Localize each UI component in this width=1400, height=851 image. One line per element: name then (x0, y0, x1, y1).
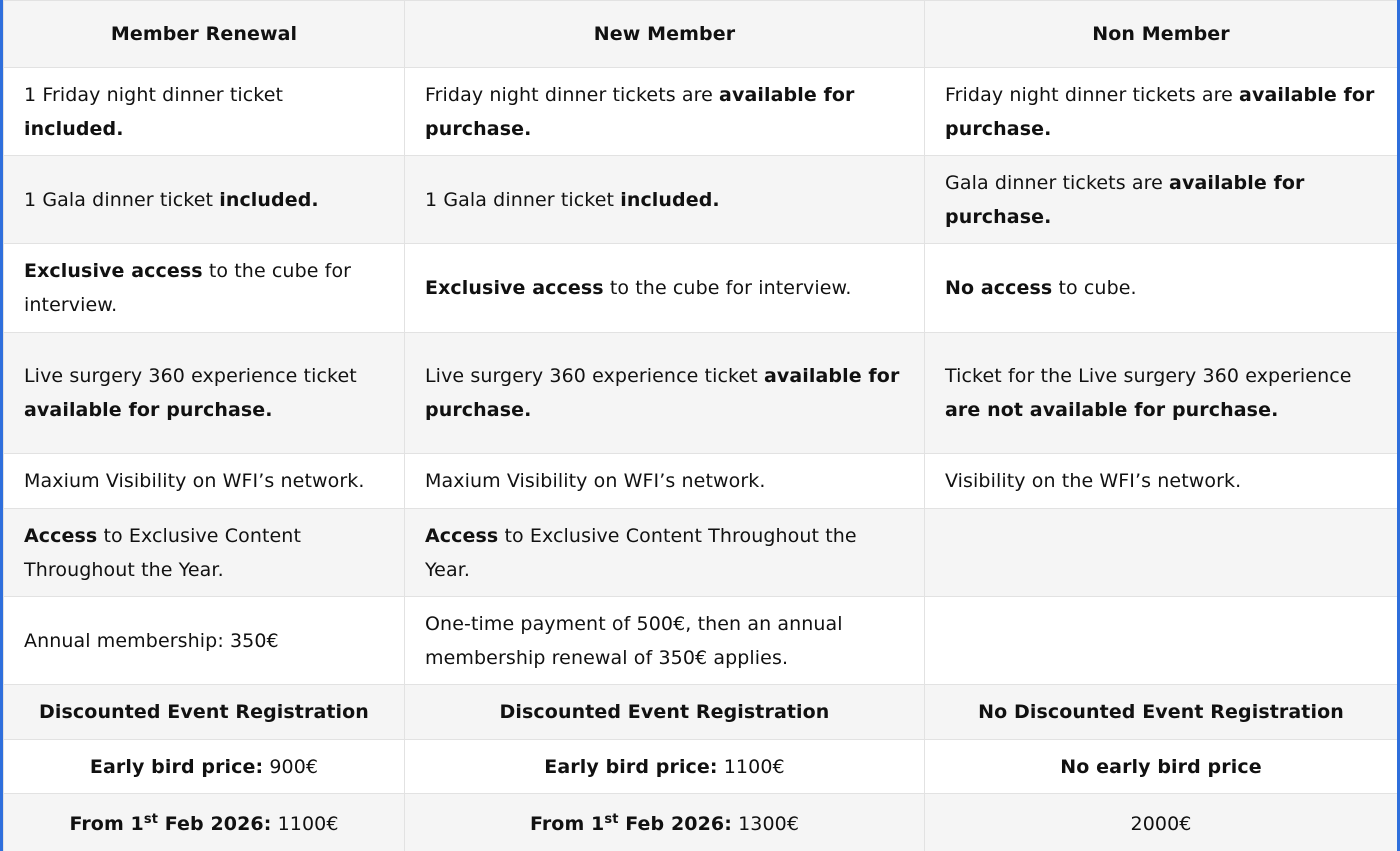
table-row (4, 597, 1398, 685)
from-date-cell: 2000€ (925, 794, 1398, 851)
header-row (4, 1, 1398, 68)
table-row (4, 156, 1398, 244)
table-cell: Annual membership: 350€ (4, 597, 405, 685)
table-cell: Access to Exclusive Content Throughout the Year. (405, 509, 925, 597)
table-cell: Maxium Visibility on WFI’s network. (405, 454, 925, 509)
registration-cell: Discounted Event Registration (4, 685, 405, 740)
table-cell: Friday night dinner tickets are available for purchase. (925, 68, 1398, 156)
table-cell: Gala dinner tickets are available for purchase. (925, 156, 1398, 244)
registration-cell: Discounted Event Registration (405, 685, 925, 740)
table-row (4, 509, 1398, 597)
header-member-renewal: Member Renewal (4, 1, 405, 68)
table-cell: 1 Gala dinner ticket included. (4, 156, 405, 244)
table-cell-empty (925, 509, 1398, 597)
header-new-member: New Member (405, 1, 925, 68)
early-bird-row (4, 740, 1398, 794)
early-bird-cell: Early bird price: 1100€ (405, 740, 925, 794)
early-bird-cell: No early bird price (925, 740, 1398, 794)
membership-comparison-table (3, 0, 1398, 851)
table-cell: Exclusive access to the cube for interview. (4, 244, 405, 333)
table-cell: Ticket for the Live surgery 360 experience are not available for purchase. (925, 333, 1398, 454)
table-cell: 1 Friday night dinner ticket included. (4, 68, 405, 156)
table-cell: Visibility on the WFI’s network. (925, 454, 1398, 509)
table-cell: Exclusive access to the cube for interview. (405, 244, 925, 333)
registration-row (4, 685, 1398, 740)
table-cell-empty (925, 597, 1398, 685)
table-row (4, 244, 1398, 333)
table-row (4, 333, 1398, 454)
registration-cell: No Discounted Event Registration (925, 685, 1398, 740)
table-cell: Maxium Visibility on WFI’s network. (4, 454, 405, 509)
from-date-cell: From 1st Feb 2026: 1100€ (4, 794, 405, 851)
table-cell: Live surgery 360 experience ticket available for purchase. (405, 333, 925, 454)
table-cell: No access to cube. (925, 244, 1398, 333)
from-date-cell: From 1st Feb 2026: 1300€ (405, 794, 925, 851)
header-non-member: Non Member (925, 1, 1398, 68)
table-cell: Friday night dinner tickets are available for purchase. (405, 68, 925, 156)
table-row (4, 68, 1398, 156)
table-cell: Live surgery 360 experience ticket available for purchase. (4, 333, 405, 454)
table-row (4, 454, 1398, 509)
table-cell: One-time payment of 500€, then an annual membership renewal of 350€ applies. (405, 597, 925, 685)
table-cell: Access to Exclusive Content Throughout the Year. (4, 509, 405, 597)
early-bird-cell: Early bird price: 900€ (4, 740, 405, 794)
table-cell: 1 Gala dinner ticket included. (405, 156, 925, 244)
from-date-row (4, 794, 1398, 851)
